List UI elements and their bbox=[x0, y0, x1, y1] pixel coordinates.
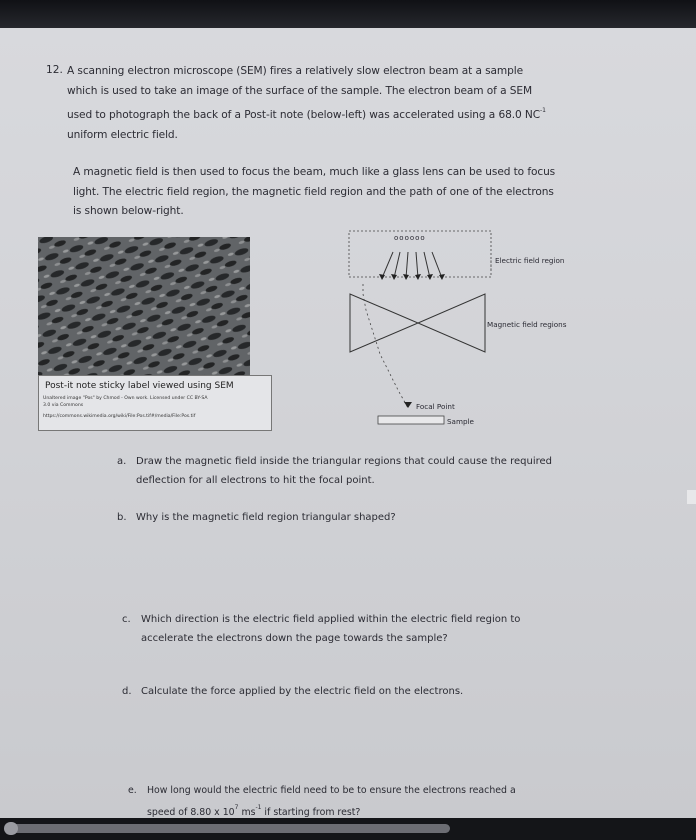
question-intro bbox=[67, 62, 546, 145]
magnetic-region-right bbox=[418, 294, 485, 352]
part-text: How long would the electric field need to be to ensure the electrons reached a bbox=[147, 785, 516, 796]
speed-exponent: 7 bbox=[234, 804, 239, 811]
focal-point-marker bbox=[404, 402, 412, 408]
focal-point-label: Focal Point bbox=[416, 402, 455, 411]
sem-texture-image bbox=[38, 237, 250, 375]
speed-suffix: if starting from rest? bbox=[261, 807, 361, 818]
intro-line-text: used to photograph the back of a Post-it note (below-left) was accelerated using a 68.0 NC bbox=[67, 109, 541, 121]
part-text: Which direction is the electric field applied within the electric field region to bbox=[141, 614, 521, 625]
intro-line: uniform electric field. bbox=[67, 128, 178, 141]
sample-label: Sample bbox=[447, 417, 474, 426]
speed-prefix: speed of 8.80 x 10 bbox=[147, 807, 235, 818]
magnetic-field-label: Magnetic field regions bbox=[487, 320, 567, 329]
electric-field-label: Electric field region bbox=[495, 256, 565, 265]
arrow-heads bbox=[379, 274, 445, 280]
part-letter: d. bbox=[122, 686, 132, 697]
intro-line: which is used to take an image of the surface of the sample. The electron beam of a SEM bbox=[67, 84, 532, 97]
scrollbar-thumb[interactable] bbox=[4, 822, 18, 835]
charges-row: oooooo bbox=[394, 234, 426, 242]
photo-credit-link[interactable]: https://commons.wikimedia.org/wiki/File:Pos.tif#/media/File:Pos.tif bbox=[43, 414, 196, 419]
part-letter: b. bbox=[117, 512, 127, 523]
question-number: 12. bbox=[46, 64, 63, 76]
magnetic-region-left bbox=[350, 294, 418, 352]
para-line: A magnetic field is then used to focus the beam, much like a glass lens can be used to focus bbox=[73, 166, 556, 178]
side-scroll-handle[interactable] bbox=[687, 490, 696, 504]
speed-unit: ms bbox=[238, 807, 256, 818]
question-paragraph-2 bbox=[73, 163, 555, 222]
part-letter: e. bbox=[128, 785, 137, 796]
intro-line bbox=[67, 101, 546, 126]
part-text: deflection for all electrons to hit the focal point. bbox=[136, 475, 375, 486]
field-unit-exponent: -1 bbox=[540, 107, 546, 114]
field-diagram bbox=[330, 222, 620, 442]
speed-unit-exponent: -1 bbox=[255, 804, 262, 811]
photo-credit: 3.0 via Commons bbox=[43, 403, 84, 408]
para-line: light. The electric field region, the magnetic field region and the path of one of the electrons bbox=[73, 185, 554, 198]
sem-diagram bbox=[330, 222, 620, 442]
top-bezel bbox=[0, 0, 696, 28]
sem-photo bbox=[38, 237, 250, 375]
part-text: Why is the magnetic field region triangular shaped? bbox=[136, 512, 396, 523]
part-text: accelerate the electrons down the page towards the sample? bbox=[141, 633, 448, 644]
part-text: Calculate the force applied by the electric field on the electrons. bbox=[141, 686, 464, 697]
part-letter: a. bbox=[117, 456, 127, 467]
caption-title: Post-it note sticky label viewed using SEM bbox=[45, 381, 234, 391]
part-letter: c. bbox=[122, 614, 131, 625]
field-arrows bbox=[382, 252, 442, 278]
intro-line: A scanning electron microscope (SEM) fires a relatively slow electron beam at a sample bbox=[67, 65, 524, 77]
sample-block bbox=[378, 416, 444, 424]
part-text: Draw the magnetic field inside the triangular regions that could cause the required bbox=[136, 456, 553, 467]
photo-credit: Unaltered image "Pos" by Chmod - Own work. Licensed under CC BY-SA bbox=[43, 396, 208, 401]
photo-caption bbox=[38, 375, 272, 431]
para-line: is shown below-right. bbox=[73, 205, 184, 217]
horizontal-scrollbar[interactable] bbox=[10, 824, 450, 833]
